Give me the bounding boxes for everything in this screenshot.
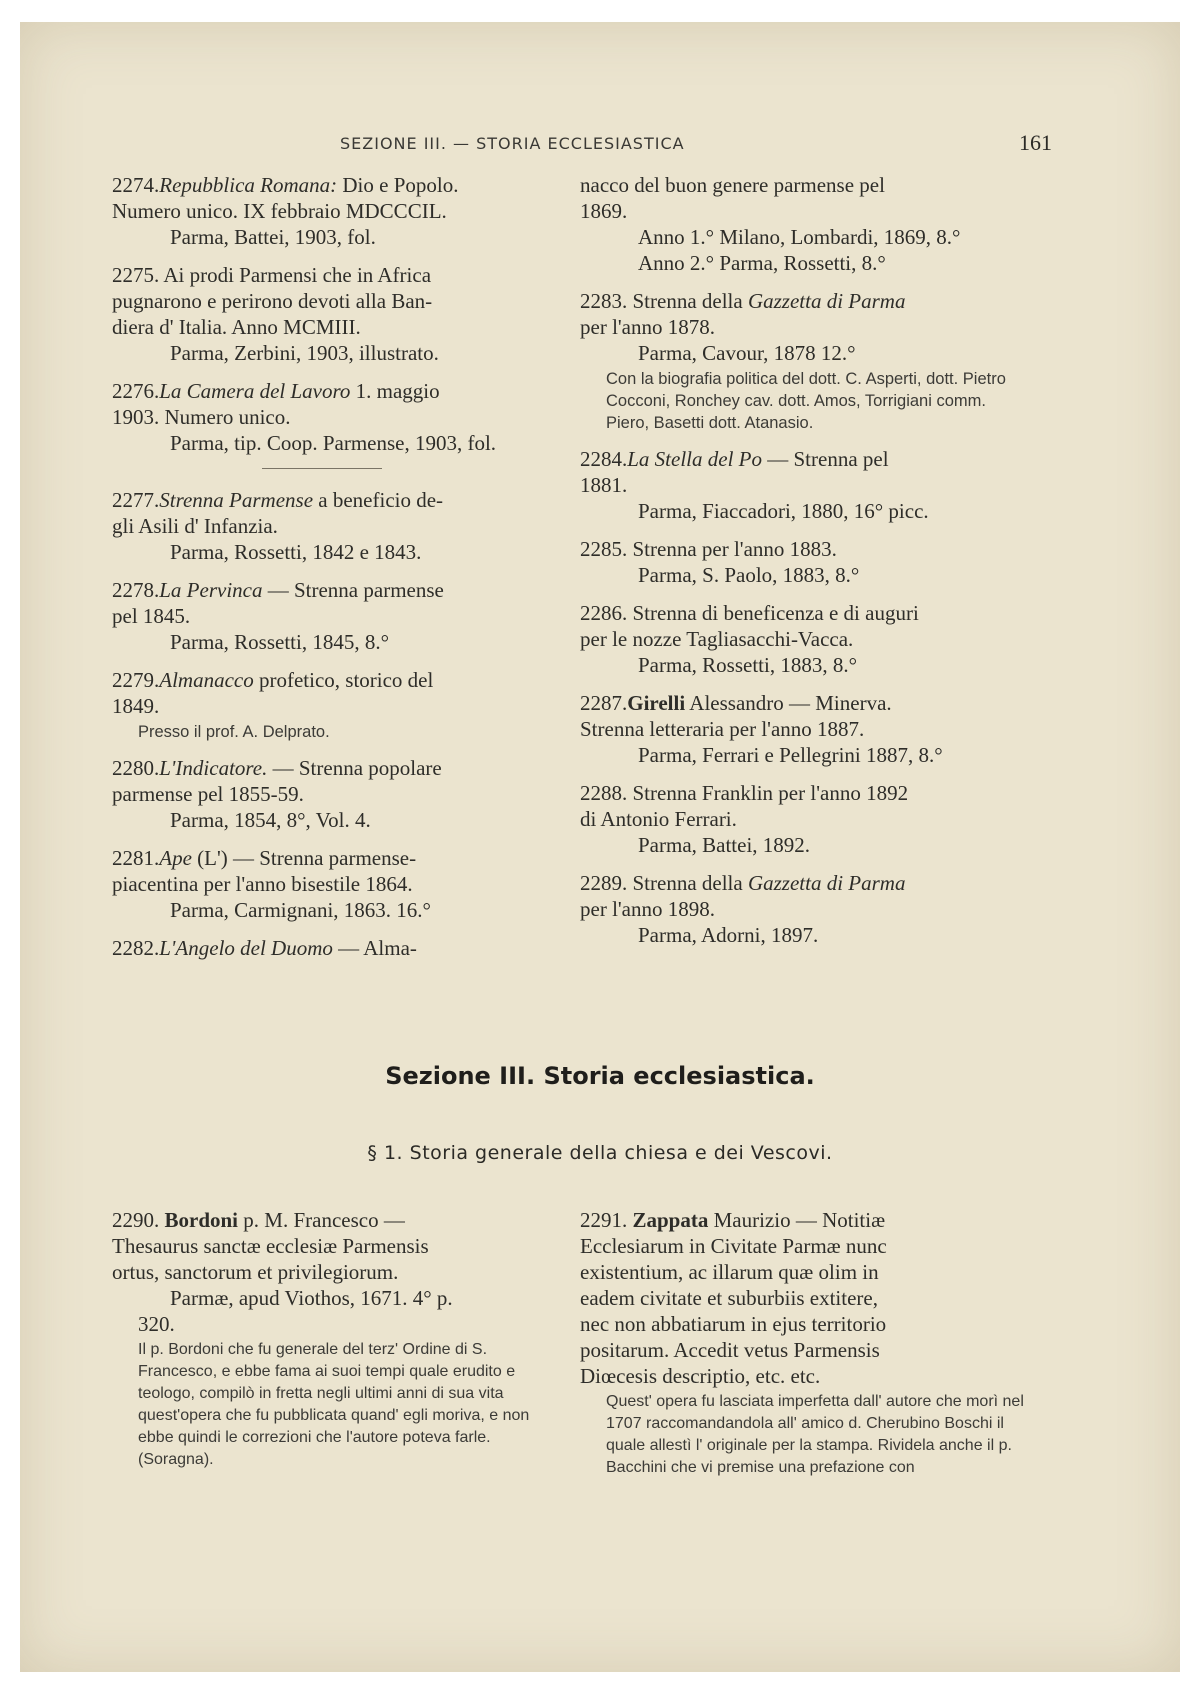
section-subtitle: § 1. Storia generale della chiesa e dei Vescovi. <box>367 1142 833 1164</box>
entry-text: Strenna per l'anno 1883. <box>627 537 837 561</box>
catalog-entry <box>112 667 562 743</box>
entry-text: pugnarono e perirono devoti alla Ban- <box>112 289 433 313</box>
entry-note: Quest' opera fu lasciata imperfetta dall' autore che morì nel 1707 raccomandandola all' amico d. Cherubino Boschi il quale allestì l' originale per la stampa. Rividela anche il p. Bacchini che vi premise una prefazione con <box>606 1393 1024 1476</box>
entry-line <box>580 472 1030 498</box>
entry-note: Presso il prof. A. Delprato. <box>138 723 330 741</box>
left-column <box>112 172 562 973</box>
entry-line <box>112 314 562 340</box>
entry-author: Bordoni <box>164 1208 239 1232</box>
entry-text: 1849. <box>112 694 160 718</box>
entry-text: piacentina per l'anno bisestile 1864. <box>112 872 413 896</box>
entry-line: p. M. Francesco — <box>238 1208 405 1232</box>
entry-publication: Parma, tip. Coop. Parmense, 1903, fol. <box>170 431 497 455</box>
entry-text: parmense pel 1855-59. <box>112 782 304 806</box>
entry-number: 2283. <box>580 289 628 313</box>
catalog-entry <box>112 378 562 456</box>
entry-publication: Parmæ, apud Viothos, 1671. 4° p. <box>170 1286 453 1310</box>
entry-line <box>580 446 1030 472</box>
entry-publication: Parma, Battei, 1892. <box>638 833 811 857</box>
entry-line <box>112 935 562 961</box>
entry-text: Dio e Popolo. <box>337 173 459 197</box>
entry-line: existentium, ac illarum quæ olim in <box>580 1260 879 1284</box>
entry-number: 2276. <box>112 379 160 403</box>
entry-text: gli Asili d' Infanzia. <box>112 514 278 538</box>
entry-title-italic: L'Indicatore. <box>159 756 268 780</box>
entry-line <box>580 870 1030 896</box>
entry-text: 1869. <box>580 199 628 223</box>
entry-author: Zappata <box>632 1208 709 1232</box>
entry-text: Strenna della <box>627 289 748 313</box>
entry-line <box>112 693 562 719</box>
entry-number: 2281. <box>112 846 160 870</box>
entry-line: Ecclesiarum in Civitate Parmæ nunc <box>580 1234 887 1258</box>
entry-line <box>112 755 562 781</box>
entry-text: Numero unico. IX febbraio MDCCCIL. <box>112 199 447 223</box>
entry-title-italic: Gazzetta di Parma <box>747 289 906 313</box>
page-number: 161 <box>1019 130 1052 155</box>
entry-line: ortus, sanctorum et privilegiorum. <box>112 1260 399 1284</box>
entry-text: — Strenna parmense <box>262 578 444 602</box>
entry-line: Maurizio — Notitiæ <box>708 1208 886 1232</box>
entry-number: 2280. <box>112 756 160 780</box>
entry-line <box>112 577 562 603</box>
entry-text: Alessandro — Minerva. <box>685 691 892 715</box>
entry-note: Il p. Bordoni che fu generale del terz' Ordine di S. Francesco, e ebbe fama ai suoi tempi quale erudito e teologo, compilò in fretta negli ultimi anni di sua vita quest'opera che fu pubblicata quand' egli moriva, e non ebbe quindi le correzioni che l'autore poteva farle. (Soragna). <box>138 1341 530 1468</box>
entry-line <box>112 667 562 693</box>
catalog-entry <box>580 690 1030 768</box>
entry-text: 1903. Numero unico. <box>112 405 291 429</box>
entry-text: per le nozze Tagliasacchi-Vacca. <box>580 627 854 651</box>
catalog-entry <box>580 172 1030 276</box>
entry-line <box>580 600 1030 626</box>
entry-author: Girelli <box>627 691 686 715</box>
entry-publication-pages: 320. <box>138 1312 175 1336</box>
entry-line <box>112 288 562 314</box>
entry-publication: Parma, Fiaccadori, 1880, 16° picc. <box>638 499 929 523</box>
catalog-entry <box>112 577 562 655</box>
entry-text: Ai prodi Parmensi che in Africa <box>159 263 432 287</box>
entry-line: nec non abbatiarum in ejus territorio <box>580 1312 887 1336</box>
entry-number: 2277. <box>112 488 160 512</box>
entry-number: 2284. <box>580 447 628 471</box>
entry-text: a beneficio de- <box>313 488 444 512</box>
entry-text: diera d' Italia. Anno MCMIII. <box>112 315 361 339</box>
entry-text: profetico, storico del <box>253 668 434 692</box>
catalog-entry <box>112 935 562 961</box>
catalog-entry <box>580 288 1030 434</box>
entry-text: 1. maggio <box>350 379 440 403</box>
entry-2290 <box>112 1207 562 1483</box>
entry-line <box>580 626 1030 652</box>
entry-publication: Anno 1.° Milano, Lombardi, 1869, 8.° <box>638 225 961 249</box>
catalog-entry <box>580 780 1030 858</box>
running-title: SEZIONE III. — STORIA ECCLESIASTICA <box>340 134 685 153</box>
entry-title-italic: Gazzetta di Parma <box>747 871 906 895</box>
entry-line <box>112 378 562 404</box>
entry-2291 <box>580 1207 1030 1491</box>
entry-text: — Alma- <box>332 936 417 960</box>
entry-line <box>580 716 1030 742</box>
entry-line: Diœcesis descriptio, etc. etc. <box>580 1364 821 1388</box>
entry-note: Con la biografia politica del dott. C. Asperti, dott. Pietro Cocconi, Ronchey cav. dott. Amos, Torrigiani comm. Piero, Basetti dott. Atanasio. <box>606 370 1006 432</box>
entry-publication: Parma, Ferrari e Pellegrini 1887, 8.° <box>638 743 943 767</box>
catalog-entry <box>580 870 1030 948</box>
entry-line <box>580 198 1030 224</box>
entry-number: 2291. <box>580 1208 628 1232</box>
entry-text: (L') — Strenna parmense- <box>191 846 417 870</box>
entry-line: positarum. Accedit vetus Parmensis <box>580 1338 880 1362</box>
entry-text: 1881. <box>580 473 628 497</box>
entry-number: 2274. <box>112 173 160 197</box>
entry-line <box>580 172 1030 198</box>
entry-line <box>580 288 1030 314</box>
page-header <box>20 130 1180 162</box>
entry-publication: Parma, Adorni, 1897. <box>638 923 819 947</box>
entry-line: eadem civitate et suburbiis extitere, <box>580 1286 878 1310</box>
entry-number: 2279. <box>112 668 160 692</box>
entry-line: Thesaurus sanctæ ecclesiæ Parmensis <box>112 1234 429 1258</box>
catalog-entry <box>580 600 1030 678</box>
entry-title-italic: Repubblica Romana: <box>159 173 338 197</box>
entry-line <box>112 513 562 539</box>
entry-text: Strenna della <box>627 871 748 895</box>
entry-line <box>112 262 562 288</box>
entry-number: 2286. <box>580 601 628 625</box>
entry-publication: Parma, Rossetti, 1845, 8.° <box>170 630 389 654</box>
entry-publication: Parma, Rossetti, 1842 e 1843. <box>170 540 422 564</box>
entry-publication: Parma, Carmignani, 1863. 16.° <box>170 898 431 922</box>
entry-text: Strenna letteraria per l'anno 1887. <box>580 717 865 741</box>
entry-title-italic: La Camera del Lavoro <box>159 379 351 403</box>
right-column <box>580 172 1030 960</box>
entry-line <box>112 845 562 871</box>
catalog-entry <box>112 262 562 366</box>
entry-publication: Anno 2.° Parma, Rossetti, 8.° <box>638 251 886 275</box>
entry-line <box>580 536 1030 562</box>
entry-number: 2285. <box>580 537 628 561</box>
entry-number: 2290. <box>112 1208 160 1232</box>
entry-line <box>112 871 562 897</box>
entry-text: — Strenna pel <box>762 447 889 471</box>
entry-line <box>580 780 1030 806</box>
entry-number: 2282. <box>112 936 160 960</box>
catalog-entry <box>112 172 562 250</box>
entry-title-italic: Ape <box>159 846 192 870</box>
entry-number: 2289. <box>580 871 628 895</box>
entry-number: 2287. <box>580 691 628 715</box>
entry-text: per l'anno 1898. <box>580 897 716 921</box>
entry-number: 2275. <box>112 263 160 287</box>
entry-line <box>112 487 562 513</box>
entry-line <box>112 603 562 629</box>
entry-text: nacco del buon genere parmense pel <box>580 173 885 197</box>
entry-title-italic: La Stella del Po <box>627 447 762 471</box>
entry-title-italic: L'Angelo del Duomo <box>159 936 333 960</box>
entry-publication: Parma, S. Paolo, 1883, 8.° <box>638 563 860 587</box>
entry-number: 2288. <box>580 781 628 805</box>
entry-text: pel 1845. <box>112 604 191 628</box>
entry-line <box>580 896 1030 922</box>
entry-line <box>580 690 1030 716</box>
entry-publication: Parma, 1854, 8°, Vol. 4. <box>170 808 371 832</box>
entry-publication: Parma, Battei, 1903, fol. <box>170 225 376 249</box>
section-title: Sezione III. Storia ecclesiastica. <box>385 1062 815 1090</box>
entry-line <box>112 404 562 430</box>
catalog-entry <box>112 845 562 923</box>
entry-text: per l'anno 1878. <box>580 315 716 339</box>
entry-publication: Parma, Rossetti, 1883, 8.° <box>638 653 857 677</box>
entry-text: Strenna di beneficenza e di auguri <box>627 601 919 625</box>
entry-title-italic: Strenna Parmense <box>159 488 314 512</box>
entry-publication: Parma, Cavour, 1878 12.° <box>638 341 856 365</box>
separator-rule <box>262 468 382 469</box>
entry-title-italic: La Pervinca <box>159 578 263 602</box>
entry-publication: Parma, Zerbini, 1903, illustrato. <box>170 341 439 365</box>
entry-text: Strenna Franklin per l'anno 1892 <box>627 781 909 805</box>
entry-line <box>580 806 1030 832</box>
catalog-entry <box>112 755 562 833</box>
entry-text: di Antonio Ferrari. <box>580 807 737 831</box>
catalog-entry <box>580 446 1030 524</box>
catalog-entry <box>580 536 1030 588</box>
entry-text: — Strenna popolare <box>267 756 442 780</box>
entry-number: 2278. <box>112 578 160 602</box>
catalog-entry <box>112 487 562 565</box>
entry-line <box>112 198 562 224</box>
document-page <box>20 22 1180 1672</box>
entry-line <box>112 172 562 198</box>
entry-line <box>112 781 562 807</box>
entry-line <box>580 314 1030 340</box>
entry-title-italic: Almanacco <box>159 668 254 692</box>
